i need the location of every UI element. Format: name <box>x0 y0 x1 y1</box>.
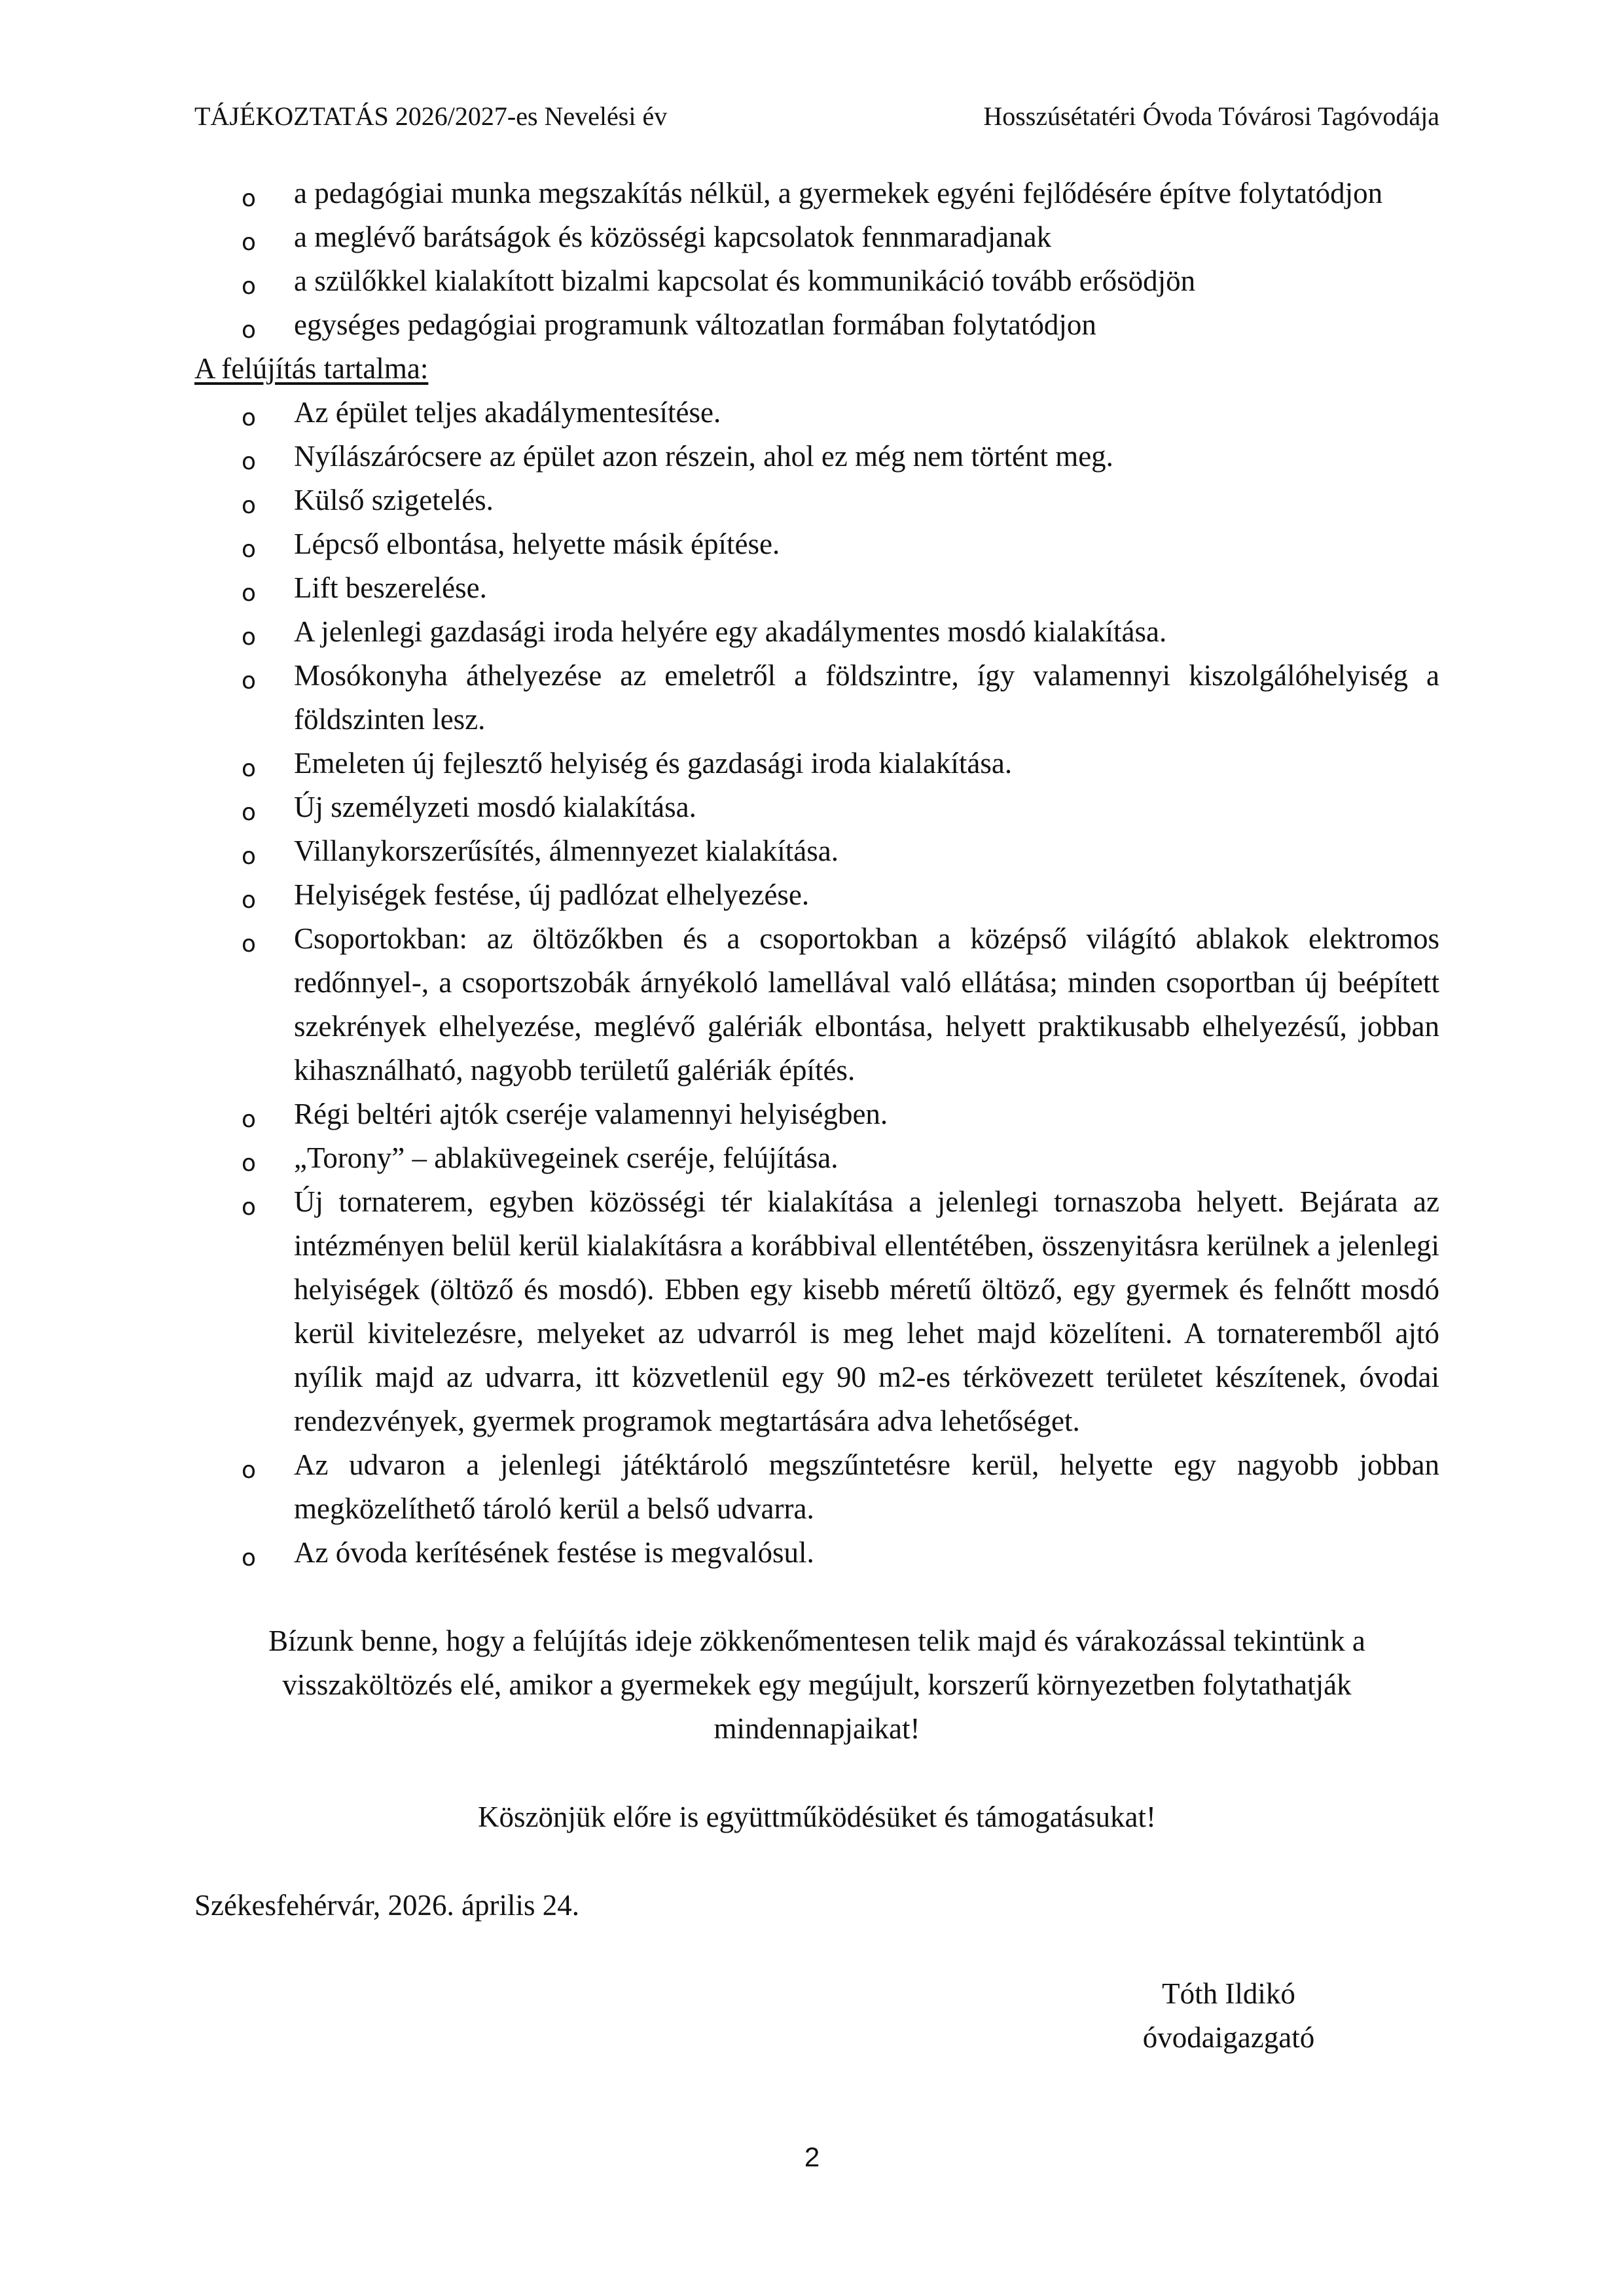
list-item: o Az udvaron a jelenlegi játéktároló megszűntetésre kerül, helyette egy nagyobb jobban megközelíthető tároló kerül a belső udvarra. <box>242 1448 1439 1525</box>
list-item: o a meglévő barátságok és közösségi kapcsolatok fennmaradjanak <box>194 215 1439 259</box>
circle-bullet-icon: o <box>242 229 257 256</box>
circle-bullet-icon: o <box>242 1194 257 1221</box>
circle-bullet-icon: o <box>242 273 257 300</box>
renovation-heading: A felújítás tartalma: <box>194 352 429 385</box>
list-item: o Mosókonyha áthelyezése az emeletről a földszintre, így valamennyi kiszolgálóhelyiség a földszinten lesz. <box>242 659 1439 736</box>
page-number: 2 <box>804 2142 820 2172</box>
circle-bullet-icon: o <box>242 799 257 826</box>
list-item: o „Torony” – ablaküvegeinek cseréje, felújítása. <box>194 1136 1439 1180</box>
signatory-name: Tóth Ildikó <box>1162 1977 1295 2010</box>
list-item: o Külső szigetelés. <box>194 478 1439 522</box>
list-item: o a pedagógiai munka megszakítás nélkül, a gyermekek egyéni fejlődésére építve folytatódjon <box>194 171 1439 215</box>
list-item: o Lift beszerelése. <box>194 566 1439 610</box>
circle-bullet-icon: o <box>242 843 257 870</box>
closing-paragraph: Bízunk benne, hogy a felújítás ideje zökkenőmentesen telik majd és várakozással tekintünk a visszaköltözés elé, amikor a gyermekek egy megújult, korszerű környezetben folytathatják mindennapjaikat! <box>268 1624 1365 1745</box>
list-item: o Csoportokban: az öltözőkben és a csoportokban a középső világító ablakok elektromos redőnnyel-, a csoportszobák árnyékoló lamellával való ellátása; minden csoportban új beépített szekrények elhelyezése, meglévő galériák elbontása, helyett praktikusabb elhelyezésű, jobban kihasználható, nagyobb területű galériák építés. <box>242 922 1439 1086</box>
circle-bullet-icon: o <box>242 185 257 212</box>
circle-bullet-icon: o <box>242 448 257 475</box>
list-item: o A jelenlegi gazdasági iroda helyére egy akadálymentes mosdó kialakítása. <box>194 610 1439 654</box>
list-item: o Helyiségek festése, új padlózat elhelyezése. <box>194 873 1439 917</box>
list-item: o Lépcső elbontása, helyette másik építése. <box>194 522 1439 566</box>
circle-bullet-icon: o <box>242 492 257 519</box>
circle-bullet-icon: o <box>242 624 257 651</box>
list-item: o Az óvoda kerítésének festése is megvalósul. <box>194 1531 1439 1575</box>
header-left-title: TÁJÉKOZTATÁS 2026/2027-es Nevelési év <box>194 101 668 131</box>
list-item: o Villanykorszerűsítés, álmennyezet kialakítása. <box>194 829 1439 873</box>
circle-bullet-icon: o <box>242 404 257 431</box>
header-right-institution: Hosszúsétatéri Óvoda Tóvárosi Tagóvodája <box>983 101 1439 131</box>
page-header <box>194 97 1439 136</box>
circle-bullet-icon: o <box>242 1545 257 1571</box>
list-item: o Emeleten új fejlesztő helyiség és gazdasági iroda kialakítása. <box>194 742 1439 785</box>
circle-bullet-icon: o <box>242 536 257 563</box>
signatory-title: óvodaigazgató <box>1142 2021 1315 2054</box>
list-item: o egységes pedagógiai programunk változatlan formában folytatódjon <box>194 303 1439 347</box>
goals-list <box>194 171 1439 347</box>
thanks-line: Köszönjük előre is együttműködésüket és támogatásukat! <box>477 1801 1156 1833</box>
circle-bullet-icon: o <box>242 887 257 914</box>
circle-bullet-icon: o <box>242 1106 257 1133</box>
list-item: o Régi beltéri ajtók cseréje valamennyi helyiségben. <box>194 1092 1439 1136</box>
place-and-date: Székesfehérvár, 2026. április 24. <box>194 1889 580 1922</box>
circle-bullet-icon: o <box>242 931 257 958</box>
document-body <box>194 171 1439 2060</box>
signature-block <box>1098 1972 1360 2060</box>
renovation-list <box>194 391 1439 1575</box>
circle-bullet-icon: o <box>242 317 257 344</box>
list-item: o Új tornaterem, egyben közösségi tér kialakítása a jelenlegi tornaszoba helyett. Bejárata az intézményen belül kerül kialakításra a korábbival ellentétében, összenyitásra kerülnek a jelenlegi helyiségek (öltöző és mosdó). Ebben egy kisebb méretű öltöző, egy gyermek és felnőtt mosdó kerül kivitelezésre, melyeket az udvarról is meg lehet majd közelíteni. A tornateremből ajtó nyílik majd az udvarra, itt közvetlenül egy 90 m2-es térkövezett területet készítenek, óvodai rendezvények, gyermek programok megtartására adva lehetőséget. <box>242 1185 1439 1437</box>
circle-bullet-icon: o <box>242 1457 257 1484</box>
list-item: o Az épület teljes akadálymentesítése. <box>194 391 1439 435</box>
list-item: o Új személyzeti mosdó kialakítása. <box>194 785 1439 829</box>
list-item: o Nyílászárócsere az épület azon részein, ahol ez még nem történt meg. <box>194 435 1439 478</box>
circle-bullet-icon: o <box>242 755 257 782</box>
circle-bullet-icon: o <box>242 580 257 607</box>
list-item: o a szülőkkel kialakított bizalmi kapcsolat és kommunikáció tovább erősödjön <box>194 259 1439 303</box>
circle-bullet-icon: o <box>242 668 257 694</box>
circle-bullet-icon: o <box>242 1150 257 1177</box>
